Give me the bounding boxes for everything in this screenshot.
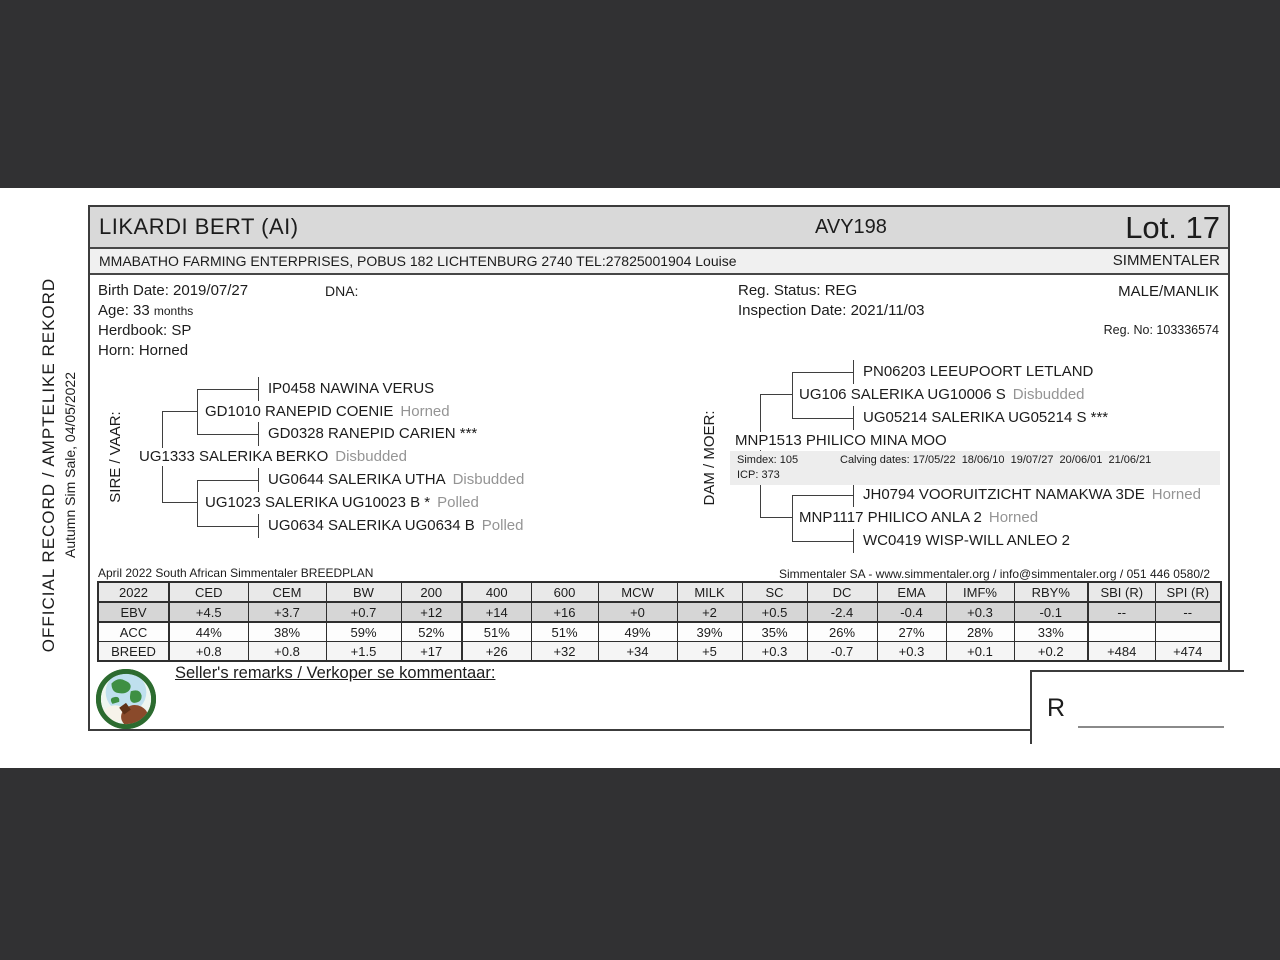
pedigree-line — [197, 526, 258, 527]
table-row-acc — [98, 622, 1221, 642]
animal-id: UG106 SALERIKA UG10006 S — [799, 386, 1006, 403]
col-header: DC — [807, 582, 877, 602]
cell: -2.4 — [807, 602, 877, 622]
animal-id: UG0634 SALERIKA UG0634 B — [268, 517, 475, 534]
table-header-row — [98, 582, 1221, 602]
animal-id: WC0419 WISP-WILL ANLEO 2 — [863, 532, 1071, 549]
cell: +0.8 — [169, 642, 248, 662]
pedigree-line — [197, 389, 198, 434]
animal-id: GD0328 RANEPID CARIEN *** — [268, 425, 478, 442]
row-label: EBV — [98, 602, 169, 622]
price-area — [1030, 670, 1244, 744]
viewer-bottom-band — [0, 768, 1280, 960]
horn-status: Polled — [437, 494, 479, 511]
cell: +34 — [598, 642, 677, 662]
cell: +12 — [401, 602, 462, 622]
cell: -0.7 — [807, 642, 877, 662]
title-bar — [90, 207, 1228, 249]
pedigree-line — [197, 480, 198, 526]
col-header: SBI (R) — [1088, 582, 1155, 602]
pedigree-line — [258, 514, 259, 538]
col-header: 200 — [401, 582, 462, 602]
horn-status: Horned — [988, 509, 1039, 526]
seller-remarks-label: Seller's remarks / Verkoper se kommentaar: — [175, 664, 496, 682]
cell: +32 — [531, 642, 598, 662]
pedigree-node — [861, 409, 1117, 427]
cell: 33% — [1014, 622, 1088, 642]
cell: +474 — [1155, 642, 1221, 662]
horn-status: Disbudded — [335, 448, 407, 465]
breedplan-table — [97, 581, 1222, 662]
pedigree-line — [853, 483, 854, 507]
dna-label: DNA: — [325, 283, 359, 299]
animal-id: MNP1513 PHILICO MINA MOO — [735, 432, 947, 449]
pedigree-line — [853, 360, 854, 384]
animal-id: UG1023 SALERIKA UG10023 B * — [205, 494, 431, 511]
col-header: EMA — [877, 582, 946, 602]
simdex-value: Simdex: 105 — [737, 454, 799, 466]
animal-info-mid — [738, 281, 925, 321]
pedigree-line — [760, 517, 793, 518]
animal-id: UG0644 SALERIKA UTHA — [268, 471, 446, 488]
dam-breeding-info — [730, 451, 1220, 485]
contact-line: Simmentaler SA - www.simmentaler.org / info@simmentaler.org / 051 446 0580/2 — [778, 567, 1210, 581]
table-row-ebv — [98, 602, 1221, 622]
pedigree-line — [792, 541, 853, 542]
animal-id: JH0794 VOORUITZICHT NAMAKWA 3DE — [863, 486, 1145, 503]
col-header: 2022 — [98, 582, 169, 602]
herdbook: Herdbook: SP — [98, 322, 192, 339]
currency-symbol: R — [1047, 694, 1066, 722]
pedigree-line — [853, 529, 854, 553]
row-label: BREED — [98, 642, 169, 662]
pedigree-line — [162, 411, 198, 412]
horn-status: Horned — [1151, 486, 1201, 503]
cell: 52% — [401, 622, 462, 642]
breedplan-caption: April 2022 South African Simmentaler BREEDPLAN — [98, 566, 374, 580]
cell: +0.1 — [946, 642, 1014, 662]
col-header: SC — [742, 582, 807, 602]
table-row-breed — [98, 642, 1221, 662]
age-line — [98, 301, 248, 321]
pedigree-line — [792, 495, 793, 542]
animal-name: LIKARDI BERT (AI) — [99, 214, 299, 239]
birth-date: Birth Date: 2019/07/27 — [98, 282, 249, 299]
owner-line: MMABATHO FARMING ENTERPRISES, POBUS 182 LICHTENBURG 2740 TEL:27825001904 Louise — [99, 253, 737, 269]
pedigree-line — [853, 406, 854, 430]
col-header: MCW — [598, 582, 677, 602]
cell: +3.7 — [248, 602, 326, 622]
pedigree-node — [861, 532, 1079, 550]
sidebar-vertical-text — [38, 185, 82, 745]
cell: +26 — [462, 642, 531, 662]
pedigree-node-sire — [137, 448, 409, 466]
pedigree-node — [203, 403, 452, 421]
cell: 44% — [169, 622, 248, 642]
pedigree-line — [258, 468, 259, 492]
tattoo-code: AVY198 — [815, 216, 887, 238]
col-header: IMF% — [946, 582, 1014, 602]
pedigree-node — [266, 425, 486, 443]
viewer-top-band — [0, 0, 1280, 188]
cell: -0.4 — [877, 602, 946, 622]
cell: 51% — [531, 622, 598, 642]
col-header: CED — [169, 582, 248, 602]
horn-status: Disbudded — [1012, 386, 1085, 403]
pedigree-node-dam — [733, 432, 956, 450]
pedigree-node — [861, 363, 1102, 381]
reg-no: Reg. No: 103336574 — [1103, 323, 1219, 337]
reg-status: Reg. Status: REG — [738, 282, 858, 299]
age-unit: months — [153, 304, 194, 318]
row-label: ACC — [98, 622, 169, 642]
cell: +0.3 — [946, 602, 1014, 622]
pedigree-line — [197, 389, 258, 390]
owner-bar — [90, 249, 1228, 275]
cell: -0.1 — [1014, 602, 1088, 622]
animal-id: GD1010 RANEPID COENIE — [205, 403, 394, 420]
age-value: Age: 33 — [98, 302, 150, 319]
cell: +0.7 — [326, 602, 401, 622]
pedigree-line — [760, 394, 793, 395]
pedigree-line — [792, 418, 853, 419]
sire-label: SIRE / VAAR: — [107, 411, 124, 503]
pedigree-node — [266, 380, 443, 398]
col-header: BW — [326, 582, 401, 602]
cell: 49% — [598, 622, 677, 642]
cell: 27% — [877, 622, 946, 642]
cell: +5 — [677, 642, 742, 662]
pedigree-line — [162, 502, 198, 503]
col-header: SPI (R) — [1155, 582, 1221, 602]
record-sheet — [88, 205, 1230, 731]
cell: +0.8 — [248, 642, 326, 662]
cell: +16 — [531, 602, 598, 622]
cell: 35% — [742, 622, 807, 642]
animal-id: IP0458 NAWINA VERUS — [268, 380, 435, 397]
animal-id: MNP1117 PHILICO ANLA 2 — [799, 509, 982, 526]
animal-id: UG05214 SALERIKA UG05214 S *** — [863, 409, 1109, 426]
cell — [1088, 622, 1155, 642]
horn-status: Horned — [400, 403, 450, 420]
pedigree-line — [197, 434, 258, 435]
cell: 39% — [677, 622, 742, 642]
pedigree-line — [258, 377, 259, 401]
pedigree-line — [197, 480, 258, 481]
pedigree-node — [797, 509, 1040, 527]
calving-dates: Calving dates: 17/05/22 18/06/10 19/07/27 20/06/01 21/06/21 — [840, 454, 1152, 466]
lot-number: Lot. 17 — [1125, 210, 1220, 245]
cell: +0.2 — [1014, 642, 1088, 662]
col-header: MILK — [677, 582, 742, 602]
cell: +17 — [401, 642, 462, 662]
horn-status: Polled — [481, 517, 524, 534]
sale-date-label: Autumn Sim Sale, 04/05/2022 — [62, 372, 78, 559]
breed-name: SIMMENTALER — [1112, 252, 1220, 269]
cell: +0.3 — [742, 642, 807, 662]
col-header: 600 — [531, 582, 598, 602]
cell: +0 — [598, 602, 677, 622]
dam-label: DAM / MOER: — [701, 410, 718, 506]
col-header: 400 — [462, 582, 531, 602]
pedigree-line — [792, 372, 793, 418]
cell: 26% — [807, 622, 877, 642]
icp-value: ICP: 373 — [737, 469, 780, 481]
pedigree-line — [258, 422, 259, 446]
pedigree-node — [203, 494, 481, 512]
pedigree-node — [797, 386, 1087, 404]
cell: +14 — [462, 602, 531, 622]
horn-status: Horn: Horned — [98, 342, 189, 359]
animal-id: PN06203 LEEUPOORT LETLAND — [863, 363, 1094, 380]
official-record-label: OFFICIAL RECORD / AMPTELIKE REKORD — [39, 277, 58, 653]
cell: +484 — [1088, 642, 1155, 662]
cell: 38% — [248, 622, 326, 642]
cell: 28% — [946, 622, 1014, 642]
cell — [1155, 622, 1221, 642]
inspection-date: Inspection Date: 2021/11/03 — [738, 302, 925, 319]
pedigree-node — [266, 471, 526, 489]
pedigree-line — [792, 372, 853, 373]
pedigree-node — [861, 486, 1203, 504]
simmentaler-logo-icon — [95, 668, 157, 730]
pedigree-line — [792, 495, 853, 496]
col-header: CEM — [248, 582, 326, 602]
cell: +2 — [677, 602, 742, 622]
price-fill-line — [1078, 726, 1224, 728]
cell: 59% — [326, 622, 401, 642]
sex-label: MALE/MANLIK — [1118, 283, 1219, 300]
animal-id: UG1333 SALERIKA BERKO — [139, 448, 329, 465]
animal-info-left — [98, 281, 248, 361]
pedigree-node — [266, 517, 526, 535]
cell: -- — [1088, 602, 1155, 622]
cell: +0.5 — [742, 602, 807, 622]
col-header: RBY% — [1014, 582, 1088, 602]
horn-status: Disbudded — [452, 471, 525, 488]
cell: +4.5 — [169, 602, 248, 622]
cell: 51% — [462, 622, 531, 642]
cell: -- — [1155, 602, 1221, 622]
cell: +0.3 — [877, 642, 946, 662]
cell: +1.5 — [326, 642, 401, 662]
